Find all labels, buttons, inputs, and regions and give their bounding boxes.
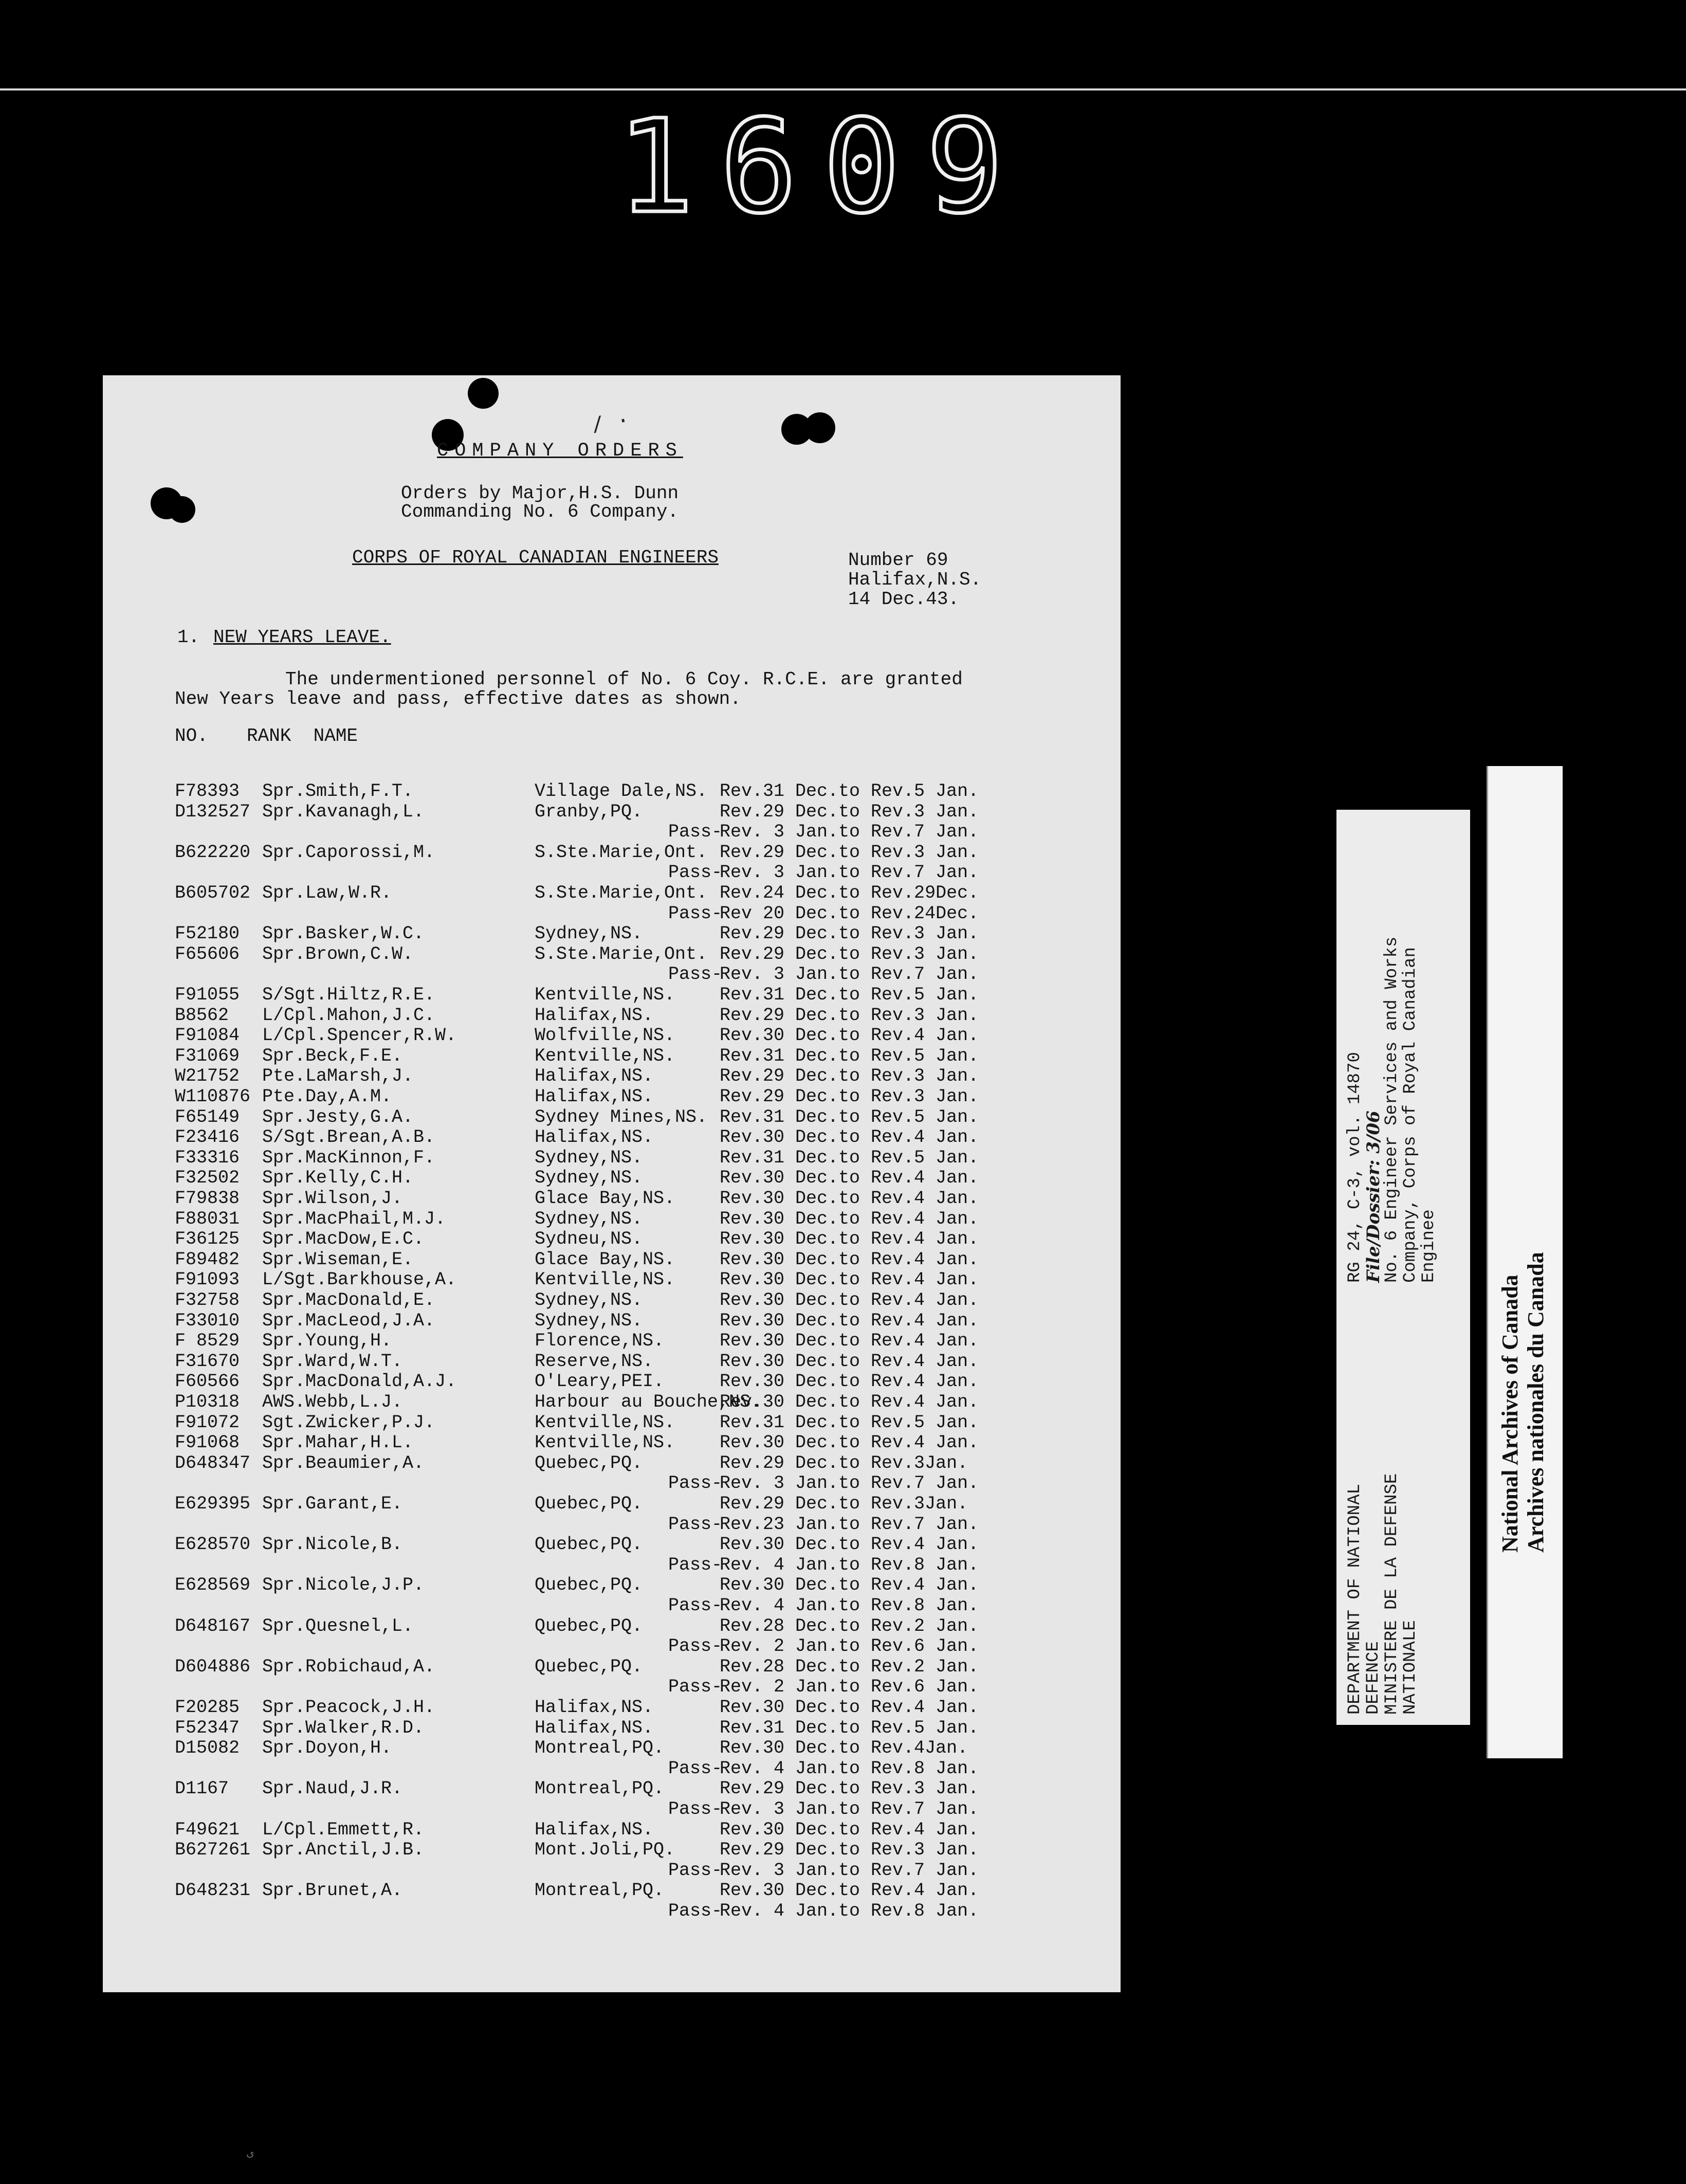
list-cell-svc: F20285	[175, 1697, 240, 1718]
list-cell-loc: Montreal,PQ.	[535, 1778, 665, 1799]
order-place: Halifax,N.S.	[848, 569, 982, 590]
list-cell-dates: Rev.30 Dec.to Rev.4 Jan.	[720, 1432, 979, 1453]
list-cell-svc: B622220	[175, 842, 251, 863]
film-top-rule	[0, 88, 1686, 90]
list-cell-pass: Pass-	[668, 1636, 723, 1657]
list-cell-loc: Glace Bay,NS.	[535, 1249, 675, 1270]
list-cell-dates: Rev.29 Dec.to Rev.3 Jan.	[720, 1778, 979, 1799]
section-number: 1.	[177, 627, 200, 648]
list-cell-svc: D648347	[175, 1453, 251, 1473]
list-cell-rank: Spr.Walker,R.D.	[262, 1718, 425, 1738]
list-cell-dates: Rev. 4 Jan.to Rev.8 Jan.	[720, 1901, 979, 1921]
list-cell-pass: Pass-	[668, 1514, 723, 1535]
list-cell-dates: Rev.29 Dec.to Rev.3Jan.	[720, 1453, 968, 1473]
list-cell-loc: Sydney,NS.	[535, 923, 643, 944]
list-cell-svc: E628569	[175, 1575, 251, 1595]
list-cell-dates: Rev.31 Dec.to Rev.5 Jan.	[720, 1148, 979, 1168]
list-cell-loc: Quebec,PQ.	[535, 1494, 643, 1514]
commanding: Commanding No. 6 Company.	[401, 501, 679, 522]
list-cell-rank: Spr.Nicole,B.	[262, 1534, 403, 1555]
list-cell-dates: Rev.30 Dec.to Rev.4 Jan.	[720, 1229, 979, 1249]
list-cell-pass: Pass-	[668, 1860, 723, 1881]
list-cell-loc: Granby,PQ.	[535, 802, 643, 822]
ref-line-1: RG 24, C-3, vol. 14870	[1345, 1052, 1365, 1283]
list-cell-rank: Spr.Doyon,H.	[262, 1738, 392, 1758]
list-cell-dates: Rev. 2 Jan.to Rev.6 Jan.	[720, 1677, 979, 1697]
list-cell-loc: Halifax,NS.	[535, 1718, 654, 1738]
punch-hole	[468, 378, 499, 409]
list-cell-loc: S.Ste.Marie,Ont.	[535, 883, 708, 903]
list-cell-loc: Harbour au Bouche,NS.	[535, 1392, 762, 1412]
list-cell-svc: F52180	[175, 923, 240, 944]
list-cell-dates: Rev.31 Dec.to Rev.5 Jan.	[720, 1718, 979, 1738]
list-cell-loc: S.Ste.Marie,Ont.	[535, 842, 708, 863]
list-cell-dates: Rev.30 Dec.to Rev.4 Jan.	[720, 1534, 979, 1555]
list-cell-svc: F88031	[175, 1209, 240, 1229]
list-cell-dates: Rev. 3 Jan.to Rev.7 Jan.	[720, 862, 979, 883]
list-cell-loc: Halifax,NS.	[535, 1127, 654, 1148]
list-cell-svc: F33010	[175, 1311, 240, 1331]
list-cell-loc: Sydney,NS.	[535, 1311, 643, 1331]
list-cell-loc: O'Leary,PEI.	[535, 1371, 665, 1392]
list-cell-rank: Spr.Kavanagh,L.	[262, 802, 425, 822]
list-cell-svc: F78393	[175, 781, 240, 802]
list-cell-svc: B627261	[175, 1840, 251, 1860]
list-cell-dates: Rev.23 Jan.to Rev.7 Jan.	[720, 1514, 979, 1535]
list-cell-svc: D15082	[175, 1738, 240, 1758]
list-cell-dates: Rev.30 Dec.to Rev.4 Jan.	[720, 1269, 979, 1290]
list-cell-dates: Rev.29 Dec.to Rev.3 Jan.	[720, 1005, 979, 1026]
list-cell-dates: Rev.29 Dec.to Rev.3 Jan.	[720, 923, 979, 944]
list-cell-loc: Halifax,NS.	[535, 1086, 654, 1107]
list-cell-rank: Spr.Basker,W.C.	[262, 923, 425, 944]
list-cell-dates: Rev.30 Dec.to Rev.4 Jan.	[720, 1371, 979, 1392]
order-number: Number 69	[848, 550, 948, 571]
list-cell-svc: F65606	[175, 944, 240, 964]
intro-line-1: The undermentioned personnel of No. 6 Coy. R.C.E. are granted	[285, 669, 963, 690]
list-cell-svc: F31069	[175, 1046, 240, 1066]
list-cell-loc: Montreal,PQ.	[535, 1880, 665, 1901]
list-cell-dates: Rev.28 Dec.to Rev.2 Jan.	[720, 1657, 979, 1677]
list-cell-loc: Sydney,NS.	[535, 1290, 643, 1311]
dept-line-2: DEFENCE	[1364, 1641, 1383, 1715]
list-cell-rank: Spr.MacDonald,A.J.	[262, 1371, 457, 1392]
list-cell-svc: F89482	[175, 1249, 240, 1270]
list-cell-loc: Quebec,PQ.	[535, 1616, 643, 1636]
list-cell-loc: Halifax,NS.	[535, 1066, 654, 1086]
list-cell-dates: Rev.30 Dec.to Rev.4 Jan.	[720, 1880, 979, 1901]
list-cell-rank: Spr.Peacock,J.H.	[262, 1697, 435, 1718]
list-cell-svc: D132527	[175, 802, 251, 822]
intro-line-2: New Years leave and pass, effective dates as shown.	[175, 688, 741, 709]
archives-label-strip	[1488, 766, 1563, 1758]
list-cell-rank: Spr.Beaumier,A.	[262, 1453, 425, 1473]
punch-hole	[804, 412, 835, 443]
list-cell-rank: Spr.MacPhail,M.J.	[262, 1209, 446, 1229]
ref-line-2: File/Dossier: 3/06	[1363, 1111, 1384, 1283]
list-cell-dates: Rev.30 Dec.to Rev.4 Jan.	[720, 1311, 979, 1331]
list-cell-loc: Quebec,PQ.	[535, 1453, 643, 1473]
list-cell-dates: Rev.24 Dec.to Rev.29Dec.	[720, 883, 979, 903]
column-header-rank-name: RANK NAME	[247, 725, 358, 747]
document-page	[103, 375, 1121, 1992]
list-cell-rank: Spr.Naud,J.R.	[262, 1778, 403, 1799]
ref-line-4: Company, Corps of Royal Canadian	[1401, 947, 1420, 1283]
list-cell-loc: Kentville,NS.	[535, 1412, 675, 1433]
list-cell-rank: Spr.Brunet,A.	[262, 1880, 403, 1901]
list-cell-svc: W21752	[175, 1066, 240, 1086]
list-cell-dates: Rev. 3 Jan.to Rev.7 Jan.	[720, 1473, 979, 1494]
archive-reference-card	[1336, 810, 1470, 1725]
list-cell-dates: Rev 20 Dec.to Rev.24Dec.	[720, 903, 979, 924]
archives-label-fr: Archives nationales du Canada	[1523, 1252, 1548, 1553]
frame-number: 1609	[617, 92, 1030, 242]
document-title: COMPANY ORDERS	[437, 440, 683, 462]
column-header-no: NO.	[175, 725, 208, 747]
section-title: NEW YEARS LEAVE.	[213, 627, 391, 648]
list-cell-dates: Rev.29 Dec.to Rev.3 Jan.	[720, 1066, 979, 1086]
list-cell-rank: Spr.Kelly,C.H.	[262, 1168, 414, 1188]
list-cell-loc: Kentville,NS.	[535, 1269, 675, 1290]
list-cell-rank: AWS.Webb,L.J.	[262, 1392, 403, 1412]
list-cell-loc: Quebec,PQ.	[535, 1657, 643, 1677]
list-cell-svc: F49621	[175, 1819, 240, 1840]
list-cell-dates: Rev.30 Dec.to Rev.4 Jan.	[720, 1697, 979, 1718]
list-cell-svc: E628570	[175, 1534, 251, 1555]
list-cell-rank: Spr.Mahar,H.L.	[262, 1432, 414, 1453]
list-cell-svc: F52347	[175, 1718, 240, 1738]
orders-by: Orders by Major,H.S. Dunn	[401, 483, 679, 504]
list-cell-rank: Spr.Brown,C.W.	[262, 944, 414, 964]
list-cell-dates: Rev.30 Dec.to Rev.4 Jan.	[720, 1392, 979, 1412]
list-cell-dates: Rev.29 Dec.to Rev.3Jan.	[720, 1494, 968, 1514]
list-cell-dates: Rev.30 Dec.to Rev.4 Jan.	[720, 1188, 979, 1209]
list-cell-svc: F33316	[175, 1148, 240, 1168]
list-cell-dates: Rev.31 Dec.to Rev.5 Jan.	[720, 1412, 979, 1433]
list-cell-loc: Halifax,NS.	[535, 1697, 654, 1718]
list-cell-loc: Village Dale,NS.	[535, 781, 708, 802]
ref-line-3: No. 6 Engineer Services and Works	[1382, 936, 1402, 1283]
list-cell-rank: Spr.Robichaud,A.	[262, 1657, 435, 1677]
list-cell-svc: F31670	[175, 1351, 240, 1372]
list-cell-dates: Rev.29 Dec.to Rev.3 Jan.	[720, 1086, 979, 1107]
list-cell-pass: Pass-	[668, 1595, 723, 1616]
list-cell-rank: Spr.Jesty,G.A.	[262, 1107, 414, 1127]
list-cell-loc: Halifax,NS.	[535, 1005, 654, 1026]
list-cell-svc: D648167	[175, 1616, 251, 1636]
list-cell-dates: Rev.31 Dec.to Rev.5 Jan.	[720, 985, 979, 1005]
list-cell-rank: Spr.Law,W.R.	[262, 883, 392, 903]
list-cell-dates: Rev.30 Dec.to Rev.4 Jan.	[720, 1351, 979, 1372]
list-cell-pass: Pass-	[668, 822, 723, 842]
list-cell-loc: Sydney,NS.	[535, 1148, 643, 1168]
list-cell-pass: Pass-	[668, 1473, 723, 1494]
list-cell-pass: Pass-	[668, 1799, 723, 1819]
list-cell-dates: Rev.30 Dec.to Rev.4 Jan.	[720, 1209, 979, 1229]
dept-line-4: NATIONALE	[1401, 1620, 1420, 1715]
list-cell-loc: Kentville,NS.	[535, 1046, 675, 1066]
list-cell-dates: Rev.30 Dec.to Rev.4 Jan.	[720, 1331, 979, 1351]
list-cell-dates: Rev.30 Dec.to Rev.4 Jan.	[720, 1575, 979, 1595]
dept-line-3: MINISTERE DE LA DEFENSE	[1382, 1473, 1402, 1715]
list-cell-svc: F65149	[175, 1107, 240, 1127]
list-cell-svc: F91072	[175, 1412, 240, 1433]
list-cell-pass: Pass-	[668, 1758, 723, 1779]
list-cell-svc: F91084	[175, 1025, 240, 1046]
list-cell-svc: E629395	[175, 1494, 251, 1514]
list-cell-rank: Spr.Wiseman,E.	[262, 1249, 414, 1270]
dept-line-1: DEPARTMENT OF NATIONAL	[1345, 1484, 1365, 1715]
list-cell-svc: F91093	[175, 1269, 240, 1290]
film-speck: ی	[247, 2147, 254, 2160]
list-cell-svc: F91068	[175, 1432, 240, 1453]
punch-hole	[169, 496, 195, 523]
list-cell-dates: Rev.29 Dec.to Rev.3 Jan.	[720, 802, 979, 822]
list-cell-pass: Pass-	[668, 862, 723, 883]
list-cell-pass: Pass-	[668, 1677, 723, 1697]
list-cell-loc: Kentville,NS.	[535, 985, 675, 1005]
list-cell-loc: Montreal,PQ.	[535, 1738, 665, 1758]
list-cell-svc: F79838	[175, 1188, 240, 1209]
list-cell-pass: Pass-	[668, 1555, 723, 1575]
list-cell-loc: Reserve,NS.	[535, 1351, 654, 1372]
list-cell-dates: Rev.31 Dec.to Rev.5 Jan.	[720, 781, 979, 802]
list-cell-svc: F32758	[175, 1290, 240, 1311]
list-cell-dates: Rev. 2 Jan.to Rev.6 Jan.	[720, 1636, 979, 1657]
list-cell-svc: F 8529	[175, 1331, 240, 1351]
list-cell-dates: Rev.30 Dec.to Rev.4 Jan.	[720, 1249, 979, 1270]
list-cell-rank: Spr.MacKinnon,F.	[262, 1148, 435, 1168]
list-cell-svc: B605702	[175, 883, 251, 903]
list-cell-rank: S/Sgt.Hiltz,R.E.	[262, 985, 435, 1005]
list-cell-svc: P10318	[175, 1392, 240, 1412]
list-cell-rank: Spr.Young,H.	[262, 1331, 392, 1351]
list-cell-rank: Spr.Caporossi,M.	[262, 842, 435, 863]
list-cell-dates: Rev.29 Dec.to Rev.3 Jan.	[720, 842, 979, 863]
list-cell-rank: L/Cpl.Emmett,R.	[262, 1819, 425, 1840]
list-cell-dates: Rev.30 Dec.to Rev.4 Jan.	[720, 1025, 979, 1046]
list-cell-svc: F23416	[175, 1127, 240, 1148]
list-cell-dates: Rev. 3 Jan.to Rev.7 Jan.	[720, 1860, 979, 1881]
list-cell-rank: Spr.Garant,E.	[262, 1494, 403, 1514]
list-cell-dates: Rev. 4 Jan.to Rev.8 Jan.	[720, 1595, 979, 1616]
list-cell-loc: Sydney,NS.	[535, 1209, 643, 1229]
order-date: 14 Dec.43.	[848, 589, 960, 610]
list-cell-svc: D1167	[175, 1778, 229, 1799]
list-cell-dates: Rev.30 Dec.to Rev.4 Jan.	[720, 1819, 979, 1840]
list-cell-svc: D648231	[175, 1880, 251, 1901]
list-cell-rank: L/Sgt.Barkhouse,A.	[262, 1269, 457, 1290]
list-cell-dates: Rev.30 Dec.to Rev.4 Jan.	[720, 1290, 979, 1311]
list-cell-loc: Quebec,PQ.	[535, 1575, 643, 1595]
archives-label-en: National Archives of Canada	[1497, 1275, 1523, 1553]
list-cell-loc: Glace Bay,NS.	[535, 1188, 675, 1209]
list-cell-loc: Florence,NS.	[535, 1331, 665, 1351]
corps-heading: CORPS OF ROYAL CANADIAN ENGINEERS	[352, 547, 719, 568]
list-cell-rank: Sgt.Zwicker,P.J.	[262, 1412, 435, 1433]
list-cell-rank: Spr.MacDonald,E.	[262, 1290, 435, 1311]
list-cell-svc: B8562	[175, 1005, 229, 1026]
list-cell-rank: Spr.Smith,F.T.	[262, 781, 414, 802]
list-cell-dates: Rev.28 Dec.to Rev.2 Jan.	[720, 1616, 979, 1636]
list-cell-rank: Spr.Nicole,J.P.	[262, 1575, 425, 1595]
list-cell-dates: Rev. 4 Jan.to Rev.8 Jan.	[720, 1555, 979, 1575]
list-cell-dates: Rev. 3 Jan.to Rev.7 Jan.	[720, 1799, 979, 1819]
list-cell-dates: Rev. 4 Jan.to Rev.8 Jan.	[720, 1758, 979, 1779]
list-cell-svc: F60566	[175, 1371, 240, 1392]
list-cell-rank: Spr.Quesnel,L.	[262, 1616, 414, 1636]
list-cell-rank: Spr.MacLeod,J.A.	[262, 1311, 435, 1331]
list-cell-svc: D604886	[175, 1657, 251, 1677]
list-cell-dates: Rev. 3 Jan.to Rev.7 Jan.	[720, 964, 979, 985]
list-cell-dates: Rev.30 Dec.to Rev.4 Jan.	[720, 1168, 979, 1188]
list-cell-loc: Wolfville,NS.	[535, 1025, 675, 1046]
list-cell-loc: Halifax,NS.	[535, 1819, 654, 1840]
list-cell-svc: W110876	[175, 1086, 251, 1107]
list-cell-dates: Rev.30 Dec.to Rev.4 Jan.	[720, 1127, 979, 1148]
list-cell-loc: Sydney Mines,NS.	[535, 1107, 708, 1127]
list-cell-dates: Rev. 3 Jan.to Rev.7 Jan.	[720, 822, 979, 842]
list-cell-pass: Pass-	[668, 964, 723, 985]
list-cell-rank: Spr.MacDow,E.C.	[262, 1229, 425, 1249]
ref-line-5: Enginee	[1419, 1209, 1439, 1283]
list-cell-dates: Rev.31 Dec.to Rev.5 Jan.	[720, 1046, 979, 1066]
list-cell-rank: Spr.Anctil,J.B.	[262, 1840, 425, 1860]
list-cell-loc: Sydneu,NS.	[535, 1229, 643, 1249]
list-cell-dates: Rev.29 Dec.to Rev.3 Jan.	[720, 1840, 979, 1860]
list-cell-rank: Spr.Wilson,J.	[262, 1188, 403, 1209]
list-cell-rank: Pte.LaMarsh,J.	[262, 1066, 414, 1086]
list-cell-svc: F91055	[175, 985, 240, 1005]
list-cell-pass: Pass-	[668, 1901, 723, 1921]
list-cell-svc: F32502	[175, 1168, 240, 1188]
list-cell-loc: S.Ste.Marie,Ont.	[535, 944, 708, 964]
list-cell-loc: Sydney,NS.	[535, 1168, 643, 1188]
list-cell-rank: Spr.Ward,W.T.	[262, 1351, 403, 1372]
list-cell-loc: Mont.Joli,PQ.	[535, 1840, 675, 1860]
list-cell-svc: F36125	[175, 1229, 240, 1249]
list-cell-rank: L/Cpl.Mahon,J.C.	[262, 1005, 435, 1026]
list-cell-rank: L/Cpl.Spencer,R.W.	[262, 1025, 457, 1046]
list-cell-dates: Rev.30 Dec.to Rev.4Jan.	[720, 1738, 968, 1758]
pen-mark: / ·	[589, 407, 632, 440]
list-cell-rank: Pte.Day,A.M.	[262, 1086, 392, 1107]
list-cell-loc: Quebec,PQ.	[535, 1534, 643, 1555]
list-cell-pass: Pass-	[668, 903, 723, 924]
list-cell-rank: Spr.Beck,F.E.	[262, 1046, 403, 1066]
list-cell-dates: Rev.31 Dec.to Rev.5 Jan.	[720, 1107, 979, 1127]
list-cell-rank: S/Sgt.Brean,A.B.	[262, 1127, 435, 1148]
list-cell-loc: Kentville,NS.	[535, 1432, 675, 1453]
list-cell-dates: Rev.29 Dec.to Rev.3 Jan.	[720, 944, 979, 964]
